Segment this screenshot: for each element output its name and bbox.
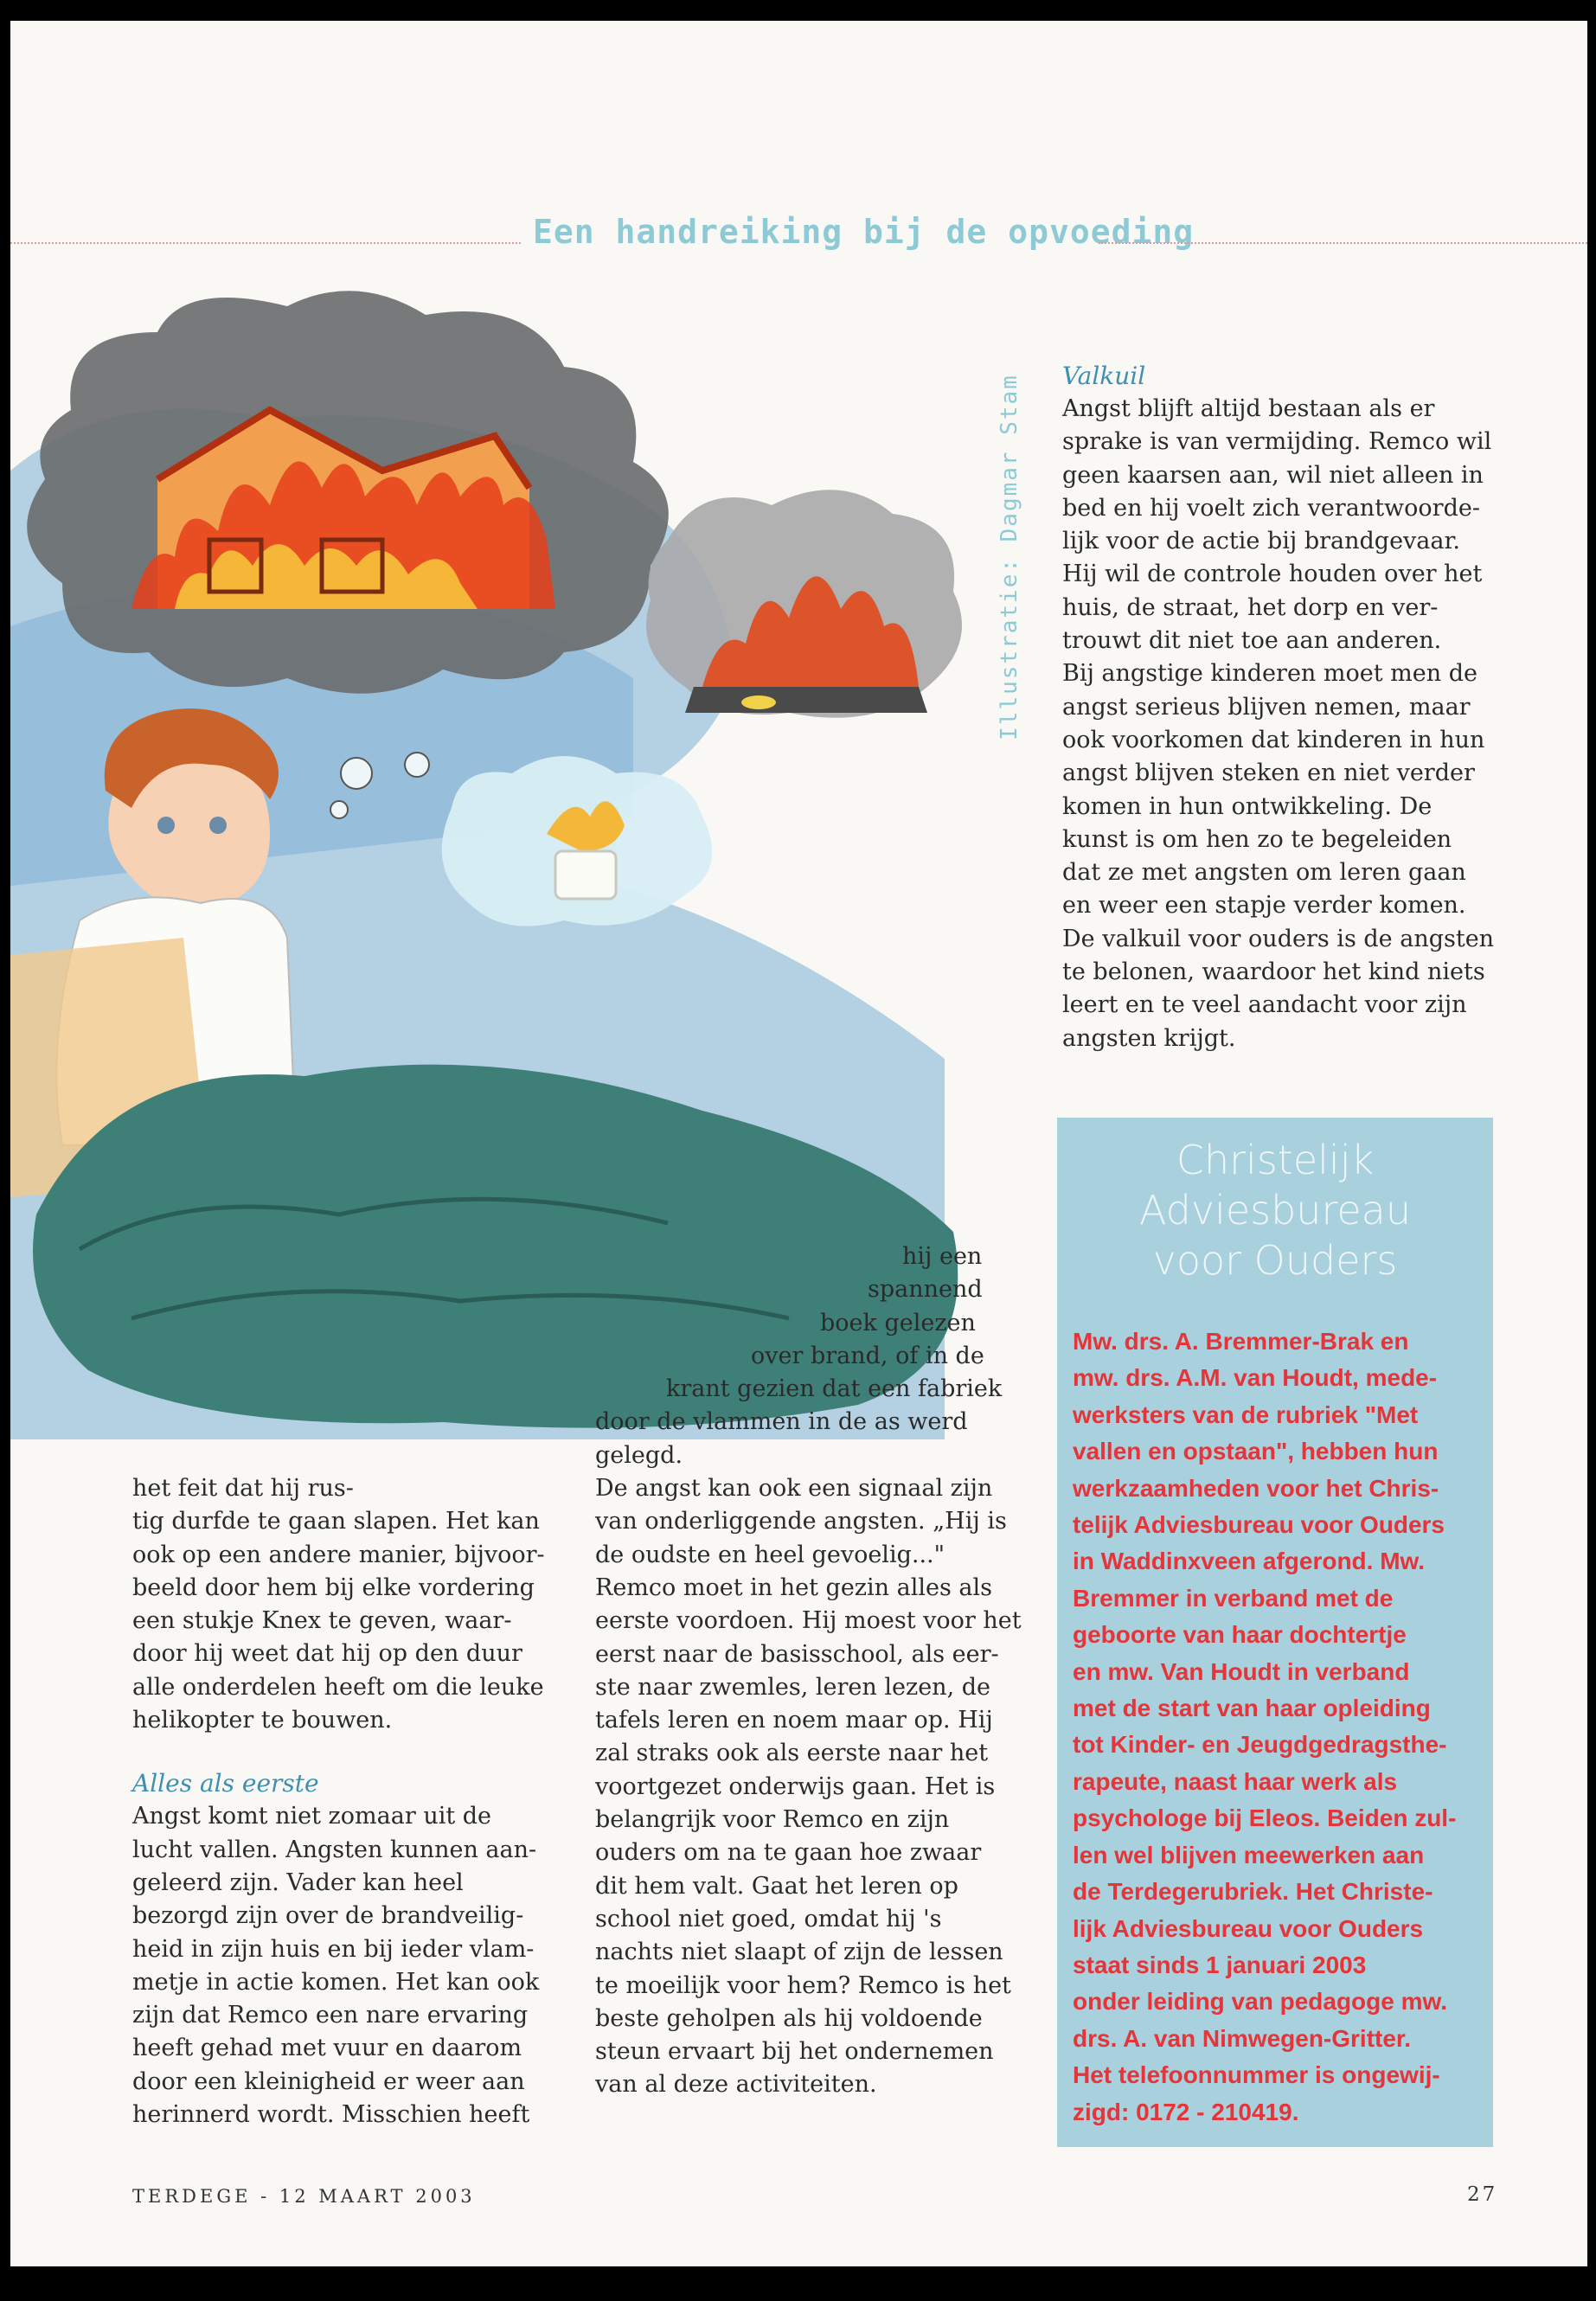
sidebar-text: Angst blijft altijd bestaan als er sprake is van vermijding. Remco wil geen kaarsen aan, wil niet alleen in bed en hij voelt zich verantwoorde- lijk voor de actie bij brandgevaar. Hij wil de controle houden over het huis, de straat, het dorp en ver- trouwt dit niet toe aan anderen. Bij angstige kinderen moet men de angst serieus blijven nemen, maar ook voorkomen dat kinderen in hun angst blijven steken en niet verder komen in hun ontwikkeling. De kunst is om hen zo te begeleiden dat ze met angsten om leren gaan en weer een stapje verder komen. De valkuil voor ouders is de angsten te belonen, waardoor het kind niets leert en te veel aandacht voor zijn angsten krijgt.	[1062, 395, 1495, 1052]
column-1-heading: Alles als eerste	[132, 1769, 319, 1798]
header-rule-left	[10, 242, 521, 244]
column-2-wrap-line-4: over brand, of in de	[751, 1342, 984, 1369]
info-box-text: Mw. drs. A. Bremmer-Brak en mw. drs. A.M. van Houdt, mede- werksters van de rubriek "Met vallen en opstaan", hebben hun werkzaamheden voor het Chris- telijk Adviesbureau voor Ouders in Waddinxveen afgerond. Mw. Bremmer in verband met de geboorte van haar dochtertje en mw. Van Houdt in verband met de start van haar opleiding tot Kinder- en Jeugdgedragsthe- rapeute, naast haar werk als psychologe bij Eleos. Beiden zul- len wel blijven meewerken aan de Terdegerubriek. Het Christe- lijk Adviesbureau voor Ouders staat sinds 1 januari 2003 onder leiding van pedagoge mw. drs. A. van Nimwegen-Gritter. Het telefoonnummer is ongewij- zigd: 0172 - 210419.	[1073, 1328, 1457, 2125]
footer-publication: TERDEGE - 12 MAART 2003	[132, 2186, 476, 2207]
column-2-wrap-line-5: krant gezien dat een fabriek	[666, 1375, 1003, 1403]
column-1	[132, 1472, 582, 2131]
info-box-adviesbureau	[1057, 1118, 1493, 2147]
sidebar-heading: Valkuil	[1062, 362, 1146, 390]
column-2-wrap-line-1: hij een	[902, 1243, 983, 1270]
column-2-wrap-line-2: spannend	[868, 1276, 983, 1304]
header-rule-right	[1099, 242, 1587, 244]
column-1-paragraph-1: het feit dat hij rus- tig durfde te gaan slapen. Het kan ook op een andere manier, bijvoor- beeld door hem bij elke vordering een stukje Knex te geven, waar- door hij weet dat hij op den duur alle onderdelen heeft om die leuke helikopter te bouwen.	[132, 1475, 545, 1734]
column-2	[595, 1240, 1054, 2102]
column-2-paragraph: door de vlammen in de as werd gelegd. De angst kan ook een signaal zijn van onderliggende angsten. „Hij is de oudste en heel gevoelig..." Remco moet in het gezin alles als eerste voordoen. Hij moest voor het eerst naar de basisschool, als eer- ste naar zwemles, leren lezen, de tafels leren en noem maar op. Hij zal straks ook als eerste naar het voortgezet onderwijs gaan. Het is belangrijk voor Remco en zijn ouders om na te gaan hoe zwaar dit hem valt. Gaat het leren op school niet goed, omdat hij 's nachts niet slaapt of zijn de lessen te moeilijk voor hem? Remco is het beste geholpen als hij voldoende steun ervaart bij het ondernemen van al deze activiteiten.	[595, 1408, 1022, 2099]
column-1-paragraph-2: Angst komt niet zomaar uit de lucht vallen. Angsten kunnen aan- geleerd zijn. Vader kan heel bezorgd zijn over de brandveilig- heid in zijn huis en bij ieder vlam- metje in actie komen. Het kan ook zijn dat Remco een nare ervaring heeft gehad met vuur en daarom door een kleinigheid er weer aan herinnerd wordt. Misschien heeft	[132, 1803, 540, 2129]
magazine-page	[10, 21, 1587, 2266]
footer-page-number: 27	[1467, 2183, 1498, 2206]
sidebar-valkuil	[1062, 360, 1512, 1055]
illustration-credit: Illustratie: Dagmar Stam	[997, 374, 1022, 740]
info-box-title: Christelijk Adviesbureau voor Ouders	[1138, 1137, 1412, 1284]
section-title: Een handreiking bij de opvoeding	[533, 213, 1195, 251]
column-2-wrap-line-3: boek gelezen	[820, 1309, 976, 1336]
